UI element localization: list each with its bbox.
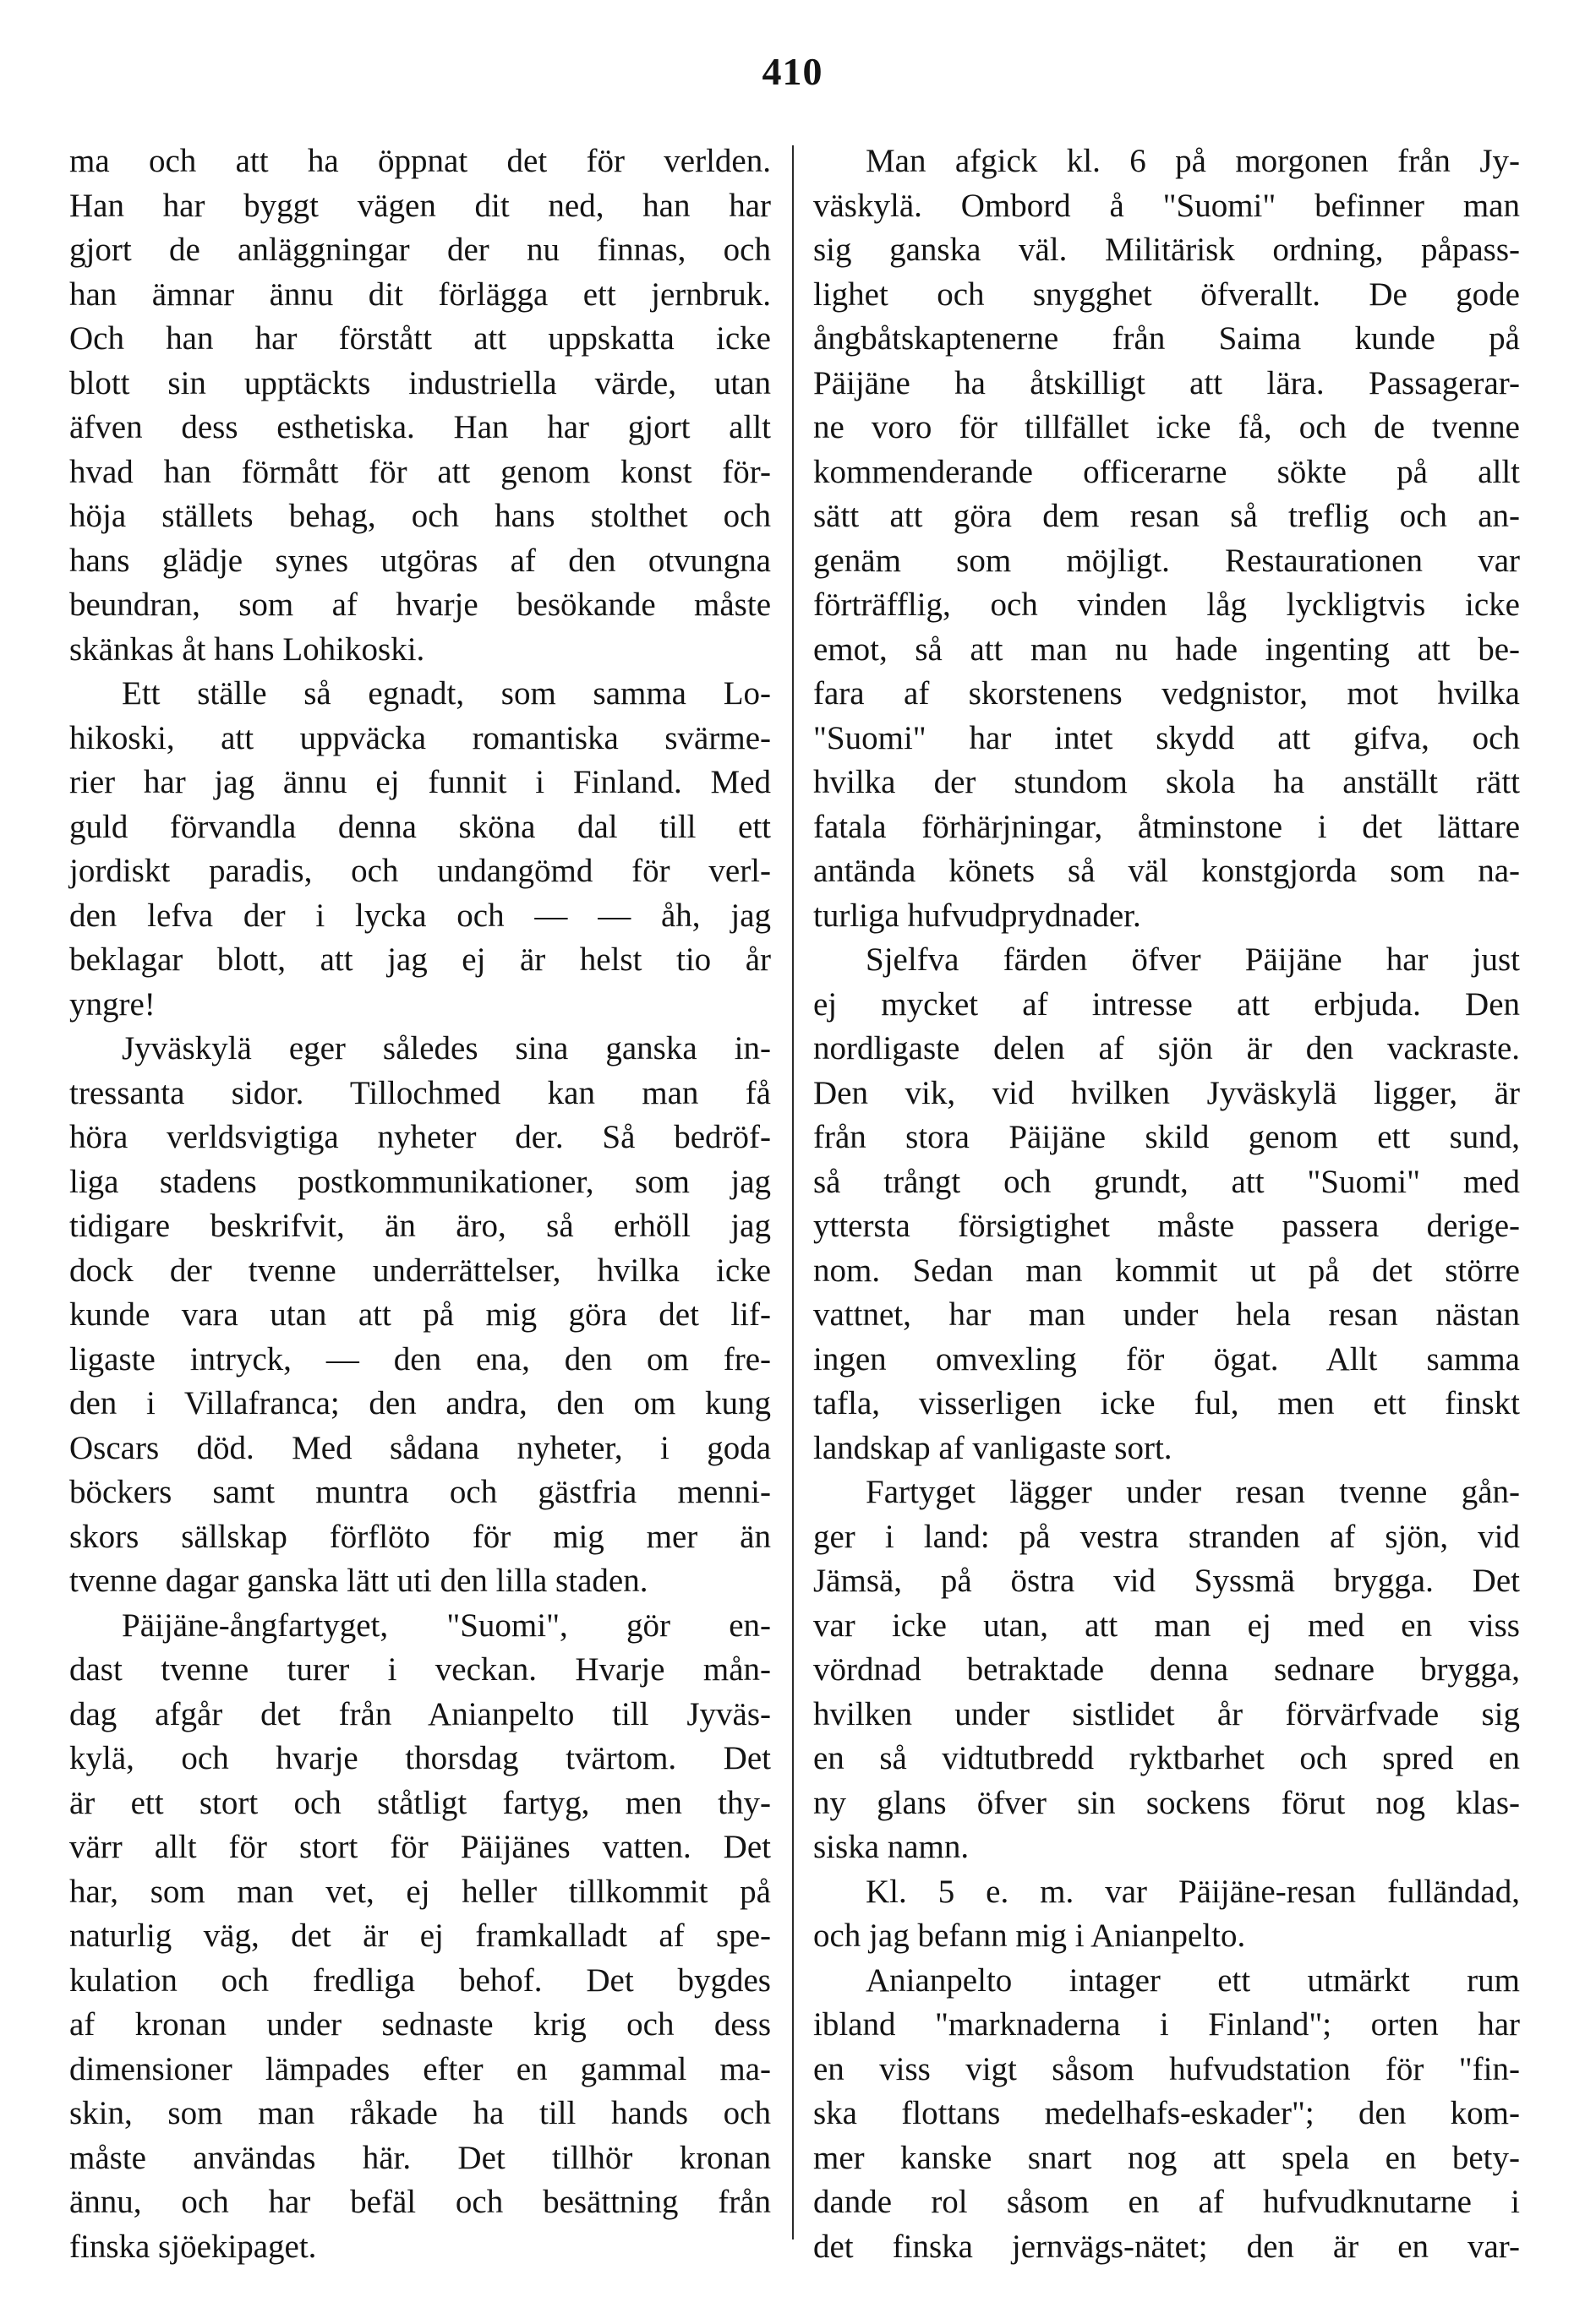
text-line: dast tvenne turer i veckan. Hvarje mån- [69,1651,771,1688]
text-line: skänkas åt hans Lohikoski. [69,630,425,668]
text-line: värr allt för stort för Päijänes vatten. Det [69,1829,771,1865]
text-line: yngre! [69,985,156,1023]
text-line: jordiskt paradis, och undangömd för verl- [69,853,771,889]
text-line: landskap af vanligaste sort. [813,1429,1172,1466]
text-line: han ämnar ännu dit förlägga ett jernbruk. [69,275,771,313]
text-line: Fartyget lägger under resan tvenne gån- [866,1474,1520,1510]
text-line: kulation och fredliga behof. Det bygdes [69,1961,771,1999]
text-line: Han har byggt vägen dit ned, han har [69,187,771,224]
text-line: en viss vigt såsom hufvudstation för "fin- [813,2050,1520,2087]
text-line: dimensioner lämpades efter en gammal ma- [69,2050,771,2087]
text-line: äfven dess esthetiska. Han har gjort allt [69,409,771,445]
text-line: böckers samt muntra och gästfria menni- [69,1474,771,1510]
text-line: tafla, visserligen icke ful, men ett finskt [813,1385,1520,1421]
text-line: ma och att ha öppnat det för verlden. [69,143,771,179]
text-line: Och han har förstått att uppskatta icke [69,320,771,357]
text-line: är ett stort och ståtligt fartyg, men thy- [69,1784,771,1821]
right-text-column [813,139,1520,2269]
text-line: gjort de anläggningar der nu finnas, och [69,232,771,268]
text-line: beundran, som af hvarje besökande måste [69,586,771,623]
text-line: kylä, och hvarje thorsdag tvärtom. Det [69,1740,771,1776]
text-line: blott sin upptäckts industriella värde, utan [69,364,771,401]
text-line: det finska jernvägs-nätet; den är en var- [813,2228,1520,2265]
text-line: tidigare beskrifvit, än äro, så erhöll jag [69,1208,771,1244]
text-line: hvilken under sistlidet år förvärfvade sig [813,1695,1520,1732]
text-line: hikoski, att uppväcka romantiska svärme- [69,719,771,756]
text-line: har, som man vet, ej heller tillkommit på [69,1873,771,1910]
text-line: Man afgick kl. 6 på morgonen från Jy- [866,143,1520,179]
text-line: emot, så att man nu hade ingenting att be- [813,630,1520,668]
text-line: förträfflig, och vinden låg lyckligtvis icke [813,586,1520,623]
text-line: fatala förhärjningar, åtminstone i det lättare [813,808,1520,845]
text-line: höra verldsvigtiga nyheter der. Så bedröf- [69,1119,771,1155]
text-line: Jyväskylä eger således sina ganska in- [122,1030,771,1067]
text-line: Den vik, vid hvilken Jyväskylä ligger, är [813,1074,1520,1111]
text-line: ibland "marknaderna i Finland"; orten har [813,2006,1520,2043]
text-line: turliga hufvudprydnader. [813,897,1141,934]
text-line: tvenne dagar ganska lätt uti den lilla staden. [69,1563,648,1599]
text-line: nom. Sedan man kommit ut på det större [813,1252,1520,1289]
text-line: vördnad betraktade denna sednare brygga, [813,1651,1520,1688]
text-line: den i Villafranca; den andra, den om kung [69,1385,771,1421]
text-line: så trångt och grundt, att "Suomi" med [813,1163,1520,1200]
text-line: Anianpelto intager ett utmärkt rum [866,1961,1520,1999]
text-line: hvad han förmått för att genom konst för- [69,453,771,490]
text-line: Oscars död. Med sådana nyheter, i goda [69,1429,771,1466]
text-line: Sjelfva färden öfver Päijäne har just [866,941,1520,978]
text-line: ne voro för tillfället icke få, och de tvenne [813,409,1520,445]
text-line: dock der tvenne underrättelser, hvilka icke [69,1252,771,1289]
text-line: finska sjöekipaget. [69,2228,317,2265]
text-line: nordligaste delen af sjön är den vackraste. [813,1030,1520,1067]
text-line: skin, som man råkade ha till hands och [69,2095,771,2131]
text-line: Jämsä, på östra vid Syssmä brygga. Det [813,1563,1520,1599]
text-line: ligaste intryck, — den ena, den om fre- [69,1340,771,1377]
text-line: Päijäne-ångfartyget, "Suomi", gör en- [122,1607,771,1644]
text-line: mer kanske snart nog att spela en bety- [813,2139,1520,2176]
text-line: liga stadens postkommunikationer, som jag [69,1163,771,1200]
text-line: genäm som möjligt. Restaurationen var [813,542,1520,579]
text-line: skors sällskap förflöto för mig mer än [69,1518,771,1555]
text-line: antända könets så väl konstgjorda som na- [813,853,1520,889]
text-line: Päijäne ha åtskilligt att lära. Passagerar- [813,364,1520,401]
column-divider [792,145,794,2239]
text-line: och jag befann mig i Anianpelto. [813,1918,1246,1954]
text-line: dag afgår det från Anianpelto till Jyväs- [69,1695,771,1732]
text-line: kunde vara utan att på mig göra det lif- [69,1296,771,1333]
text-line: ska flottans medelhafs-eskader"; den kom- [813,2095,1520,2131]
text-line: tressanta sidor. Tillochmed kan man få [69,1074,771,1111]
text-line: "Suomi" har intet skydd att gifva, och [813,719,1520,756]
text-line: beklagar blott, att jag ej är helst tio år [69,941,771,978]
text-line: ej mycket af intresse att erbjuda. Den [813,985,1520,1023]
text-line: den lefva der i lycka och — — åh, jag [69,897,771,934]
text-line: guld förvandla denna sköna dal till ett [69,808,771,845]
left-text-column [69,139,771,2269]
text-line: en så vidtutbredd ryktbarhet och spred en [813,1740,1520,1776]
text-line: yttersta försigtighet måste passera derige- [813,1208,1520,1244]
text-line: ny glans öfver sin sockens förut nog klas- [813,1784,1520,1821]
text-line: sig ganska väl. Militärisk ordning, påpass- [813,232,1520,268]
text-line: från stora Päijäne skild genom ett sund, [813,1119,1520,1155]
text-line: lighet och snygghet öfverallt. De gode [813,275,1520,313]
text-line: höja ställets behag, och hans stolthet och [69,498,771,534]
text-line: vattnet, har man under hela resan nästan [813,1296,1520,1333]
text-line: måste användas här. Det tillhör kronan [69,2139,771,2176]
text-line: kommenderande officerarne sökte på allt [813,453,1520,490]
text-line: Kl. 5 e. m. var Päijäne-resan fulländad, [866,1873,1520,1910]
text-line: väskylä. Ombord å "Suomi" befinner man [813,187,1520,224]
text-line: ångbåtskaptenerne från Saima kunde på [813,320,1520,357]
text-line: af kronan under sednaste krig och dess [69,2006,771,2043]
text-line: sätt att göra dem resan så treflig och an- [813,498,1520,534]
page-number: 410 [762,50,823,93]
text-line: siska namn. [813,1829,970,1865]
text-line: ger i land: på vestra stranden af sjön, vid [813,1518,1520,1555]
text-line: hans glädje synes utgöras af den otvungna [69,542,771,579]
text-line: var icke utan, att man ej med en viss [813,1607,1520,1644]
text-line: rier har jag ännu ej funnit i Finland. Med [69,764,771,800]
text-line: naturlig väg, det är ej framkalladt af spe- [69,1918,771,1954]
text-line: ännu, och har befäl och besättning från [69,2184,771,2220]
text-line: ingen omvexling för ögat. Allt samma [813,1340,1520,1377]
text-line: hvilka der stundom skola ha anställt rätt [813,764,1520,800]
text-line: dande rol såsom en af hufvudknutarne i [813,2184,1520,2220]
text-line: Ett ställe så egnadt, som samma Lo- [122,675,771,712]
text-line: fara af skorstenens vedgnistor, mot hvilka [813,675,1520,712]
